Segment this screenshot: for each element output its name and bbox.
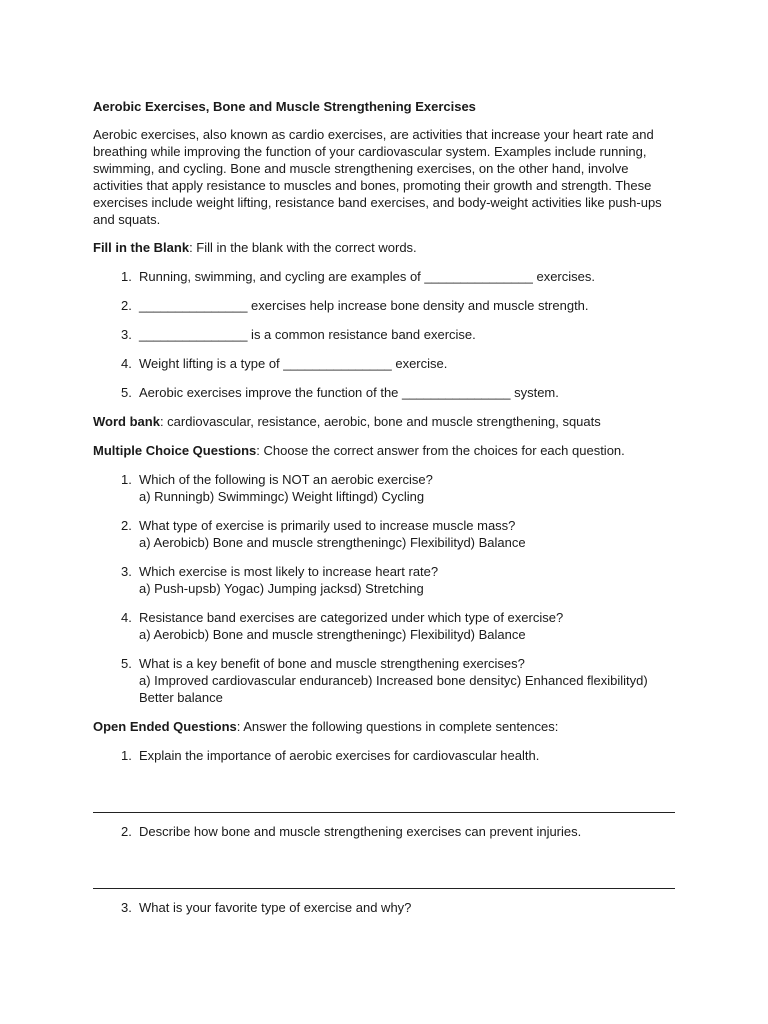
fill-blank-instruction: : Fill in the blank with the correct words. [189,240,417,255]
multiple-choice-item [93,609,678,643]
fill-blank-text: _______________ exercises help increase bone density and muscle strength. [139,298,589,313]
answer-choices: a) Aerobicb) Bone and muscle strengtheningc) Flexibilityd) Balance [139,535,526,550]
fill-blank-item [93,268,678,285]
word-bank-text: : cardiovascular, resistance, aerobic, bone and muscle strengthening, squats [159,414,601,429]
item-number: 1. [121,748,132,763]
item-number: 2. [121,518,132,533]
fill-blank-text: Running, swimming, and cycling are examples of _______________ exercises. [139,269,595,284]
item-number: 2. [121,824,132,839]
item-number: 3. [121,327,132,342]
open-ended-text: Describe how bone and muscle strengthening exercises can prevent injuries. [139,824,582,839]
multiple-choice-item [93,471,678,505]
fill-blank-item [93,326,678,343]
open-ended-text: What is your favorite type of exercise and why? [139,900,412,915]
worksheet-page [93,98,678,916]
item-number: 5. [121,385,132,400]
fill-blank-item [93,297,678,314]
open-ended-list [93,747,678,764]
question-text: Resistance band exercises are categorized under which type of exercise? [139,610,564,625]
multiple-choice-item [93,563,678,597]
multiple-choice-header [93,442,678,459]
fill-blank-text: _______________ is a common resistance band exercise. [139,327,476,342]
item-number: 2. [121,298,132,313]
answer-choices: a) Improved cardiovascular enduranceb) Increased bone densityc) Enhanced flexibilityd) Better balance [139,673,648,705]
open-ended-text: Explain the importance of aerobic exercises for cardiovascular health. [139,748,540,763]
question-text: What type of exercise is primarily used to increase muscle mass? [139,518,516,533]
item-number: 1. [121,472,132,487]
fill-blank-heading: Fill in the Blank [93,240,190,255]
open-ended-list [93,899,678,916]
item-number: 4. [121,356,132,371]
open-ended-header [93,718,678,735]
multiple-choice-instruction: : Choose the correct answer from the choices for each question. [256,443,625,458]
question-text: What is a key benefit of bone and muscle strengthening exercises? [139,656,525,671]
fill-blank-text: Aerobic exercises improve the function of the _______________ system. [139,385,559,400]
fill-blank-item [93,384,678,401]
open-ended-item [93,747,678,764]
open-ended-heading: Open Ended Questions [93,719,237,734]
item-number: 5. [121,656,132,671]
multiple-choice-list [93,471,678,706]
item-number: 4. [121,610,132,625]
open-ended-list [93,823,678,840]
open-ended-item [93,823,678,840]
item-number: 3. [121,900,132,915]
word-bank-heading: Word bank [93,414,160,429]
worksheet-title: Aerobic Exercises, Bone and Muscle Strengthening Exercises [93,99,476,114]
fill-blank-item [93,355,678,372]
word-bank [93,413,678,430]
open-ended-item [93,899,678,916]
answer-choices: a) Runningb) Swimmingc) Weight liftingd) Cycling [139,489,425,504]
answer-line[interactable] [93,888,675,889]
fill-blank-list [93,268,678,401]
fill-blank-text: Weight lifting is a type of _______________ exercise. [139,356,448,371]
open-ended-instruction: : Answer the following questions in complete sentences: [236,719,559,734]
item-number: 3. [121,564,132,579]
answer-choices: a) Push-upsb) Yogac) Jumping jacksd) Stretching [139,581,424,596]
item-number: 1. [121,269,132,284]
fill-blank-header [93,239,678,256]
question-text: Which of the following is NOT an aerobic exercise? [139,472,433,487]
multiple-choice-item [93,655,678,706]
multiple-choice-item [93,517,678,551]
intro-paragraph: Aerobic exercises, also known as cardio exercises, are activities that increase your heart rate and breathing while improving the function of your cardiovascular system. Examples include running, swimming, and cycling. Bone and muscle strengthening exercises, on the other hand, involve activities that apply resistance to muscles and bones, promoting their growth and strength. These exercises include weight lifting, resistance band exercises, and body-weight activities like push-ups and squats. [93,127,662,227]
question-text: Which exercise is most likely to increase heart rate? [139,564,439,579]
answer-line[interactable] [93,812,675,813]
multiple-choice-heading: Multiple Choice Questions [93,443,257,458]
answer-choices: a) Aerobicb) Bone and muscle strengtheningc) Flexibilityd) Balance [139,627,526,642]
